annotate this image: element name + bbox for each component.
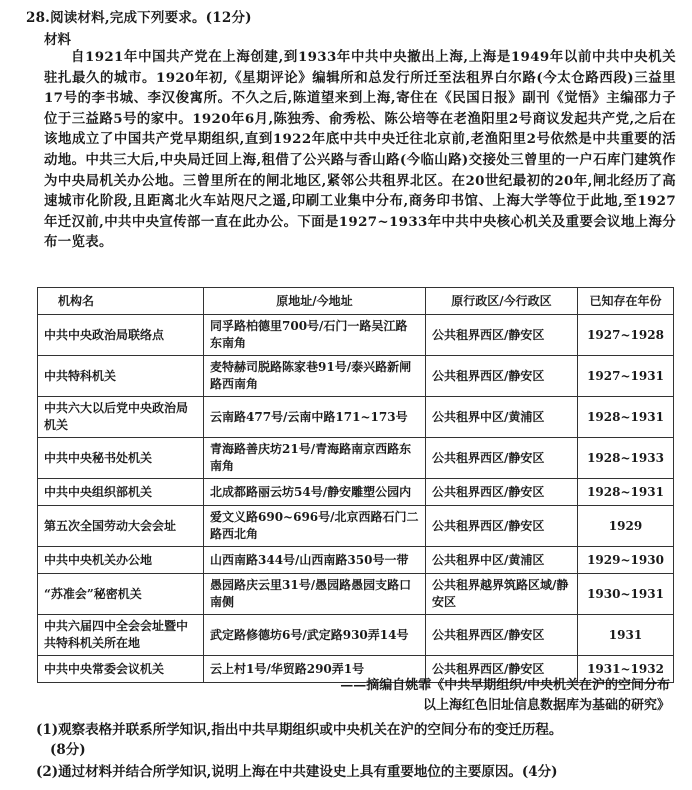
- cell-years: 1927~1928: [578, 315, 674, 356]
- table-header-row: [38, 288, 674, 315]
- column-header-address: 原地址/今地址: [204, 288, 426, 315]
- cell-name: 中共六届四中全会会址暨中共特科机关所在地: [38, 615, 204, 656]
- source-line-1: ——摘编自姚霏《中共早期组织/中央机关在沪的空间分布: [340, 678, 670, 693]
- cell-name: 中共中央秘书处机关: [38, 438, 204, 479]
- cell-district: 公共租界中区/黄浦区: [426, 397, 578, 438]
- cell-years: 1929: [578, 506, 674, 547]
- table-row: [38, 615, 674, 656]
- cell-name: “苏准会”秘密机关: [38, 574, 204, 615]
- cell-name: 第五次全国劳动大会会址: [38, 506, 204, 547]
- cell-district: 公共租界西区/静安区: [426, 506, 578, 547]
- cell-years: 1931~1932: [578, 656, 674, 683]
- cell-district: 公共租界中区/黄浦区: [426, 547, 578, 574]
- cell-district: 公共租界西区/静安区: [426, 315, 578, 356]
- material-paragraph: 自1921年中国共产党在上海创建,到1933年中共中央撤出上海,上海是1949年以前中共中央机关驻扎最久的城市。1920年初,《星期评论》编辑所和总发行所迁至法租界白尔路(今太仓路西段)三益里17号的李书城、李汉俊寓所。不久之后,陈道望来到上海,寄住在《民国日报》副刊《觉悟》主编邵力子位于三益路5号的家中。1920年6月,陈独秀、俞秀松、陈公培等在老渔阳里2号商议发起共产党,之后在该地成立了中国共产党早期组织,直到1922年底中共中央迁往北京前,老渔阳里2号依然是中共重要的活动地。中共三大后,中央局迁回上海,租借了公兴路与香山路(今临山路)交接处三曾里的一户石库门建筑作为中央局机关办公地。三曾里所在的闸北地区,紧邻公共租界北区。在20世纪最初的20年,闸北经历了高速城市化阶段,且距离北火车站咫尺之遥,印刷工业集中分布,商务印书馆、上海大学等位于此地,至1927年迁汉前,中共中央宣传部一直在此办公。下面是1927~1933年中共中央核心机关及重要会议地上海分布一览表。: [44, 49, 676, 251]
- cell-address: 青海路善庆坊21号/青海路南京西路东南角: [204, 438, 426, 479]
- table-row: [38, 506, 674, 547]
- table-row: [38, 397, 674, 438]
- cell-address: 北成都路丽云坊54号/静安雕塑公园内: [204, 479, 426, 506]
- cell-address: 云上村1号/华贸路290弄1号: [204, 656, 426, 683]
- cell-name: 中共中央机关办公地: [38, 547, 204, 574]
- cell-district: 公共租界西区/静安区: [426, 615, 578, 656]
- cell-years: 1928~1933: [578, 438, 674, 479]
- cell-address: 麦特赫司脱路陈家巷91号/泰兴路新闸路西南角: [204, 356, 426, 397]
- subquestion-1: (1)观察表格并联系所学知识,指出中共早期组织或中央机关在沪的空间分布的变迁历程。: [36, 722, 563, 738]
- cell-address: 山西南路344号/山西南路350号一带: [204, 547, 426, 574]
- cell-address: 武定路修德坊6号/武定路930弄14号: [204, 615, 426, 656]
- cell-district: 公共租界西区/静安区: [426, 656, 578, 683]
- table-row: [38, 438, 674, 479]
- cell-name: 中共六大以后党中央政治局机关: [38, 397, 204, 438]
- cell-years: 1928~1931: [578, 397, 674, 438]
- column-header-name: 机构名: [38, 288, 204, 315]
- subquestion-1-score: (8分): [50, 742, 86, 758]
- cell-address: 愚园路庆云里31号/愚园路愚园支路口南侧: [204, 574, 426, 615]
- source-citation: [340, 676, 670, 716]
- cell-years: 1930~1931: [578, 574, 674, 615]
- cell-name: 中共中央常委会议机关: [38, 656, 204, 683]
- cell-years: 1931: [578, 615, 674, 656]
- question-header: 28.阅读材料,完成下列要求。(12分): [26, 10, 252, 26]
- table-row: [38, 574, 674, 615]
- column-header-district: 原行政区/今行政区: [426, 288, 578, 315]
- institutions-table: [37, 287, 674, 683]
- cell-name: 中共特科机关: [38, 356, 204, 397]
- cell-address: 爱文义路690~696号/北京西路石门二路西北角: [204, 506, 426, 547]
- cell-address: 云南路477号/云南中路171~173号: [204, 397, 426, 438]
- table-row: [38, 547, 674, 574]
- cell-name: 中共中央政治局联络点: [38, 315, 204, 356]
- cell-district: 公共租界西区/静安区: [426, 356, 578, 397]
- cell-years: 1927~1931: [578, 356, 674, 397]
- cell-district: 公共租界西区/静安区: [426, 479, 578, 506]
- material-label: 材料: [44, 32, 71, 48]
- table-row: [38, 356, 674, 397]
- cell-years: 1929~1930: [578, 547, 674, 574]
- cell-district: 公共租界越界筑路区域/静安区: [426, 574, 578, 615]
- cell-district: 公共租界西区/静安区: [426, 438, 578, 479]
- column-header-years: 已知存在年份: [578, 288, 674, 315]
- source-line-2: 以上海红色旧址信息数据库为基础的研究》: [422, 698, 670, 713]
- cell-years: 1928~1931: [578, 479, 674, 506]
- table-row: [38, 315, 674, 356]
- cell-address: 同孚路柏德里700号/石门一路吴江路东南角: [204, 315, 426, 356]
- table-row: [38, 479, 674, 506]
- subquestion-2: (2)通过材料并结合所学知识,说明上海在中共建设史上具有重要地位的主要原因。(4分): [36, 764, 558, 780]
- cell-name: 中共中央组织部机关: [38, 479, 204, 506]
